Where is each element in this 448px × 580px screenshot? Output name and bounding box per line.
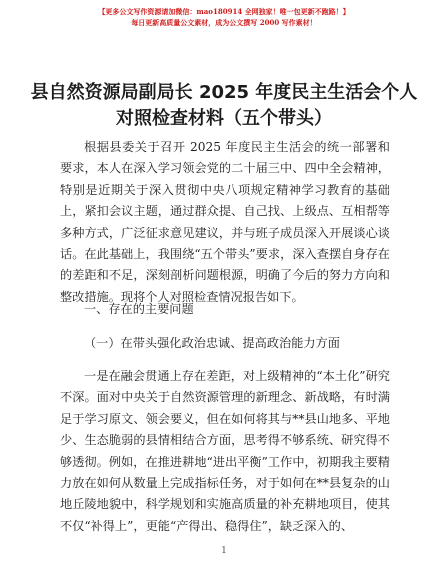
promo-banner-line1: 【更多公文写作资源请加微信：mao180914 全网独家！唯一包更新不跑路！】: [98, 7, 350, 16]
body-paragraph-text: 一是在融会贯通上存在差距，对上级精神的“本土化”研究不深。面对中央关于自然资源管理的新理念、新战略，有时满足于学习原文、领会要义，但在如何将其与**县山地多、平地少、生态脆弱的县情相结合方面，思考得不够系统、研究得不够透彻。例如，在推进耕地“进出平衡”工作中，初期我主要精力放在如何从数量上完成指标任务，对于如何在**县复杂的山地丘陵地貌中，科学规划和实施高质量的补充耕地项目，使其不仅“补得上”，更能“产得出、稳得住”，缺乏深入的、: [60, 369, 390, 533]
document-title-line1: 县自然资源局副局长 2025 年度民主生活会个人: [30, 82, 418, 103]
intro-paragraph-text: 根据县委关于召开 2025 年度民主生活会的统一部署和要求，本人在深入学习领会党的二十届三中、四中全会精神，特别是近期关于深入贯彻中央八项规定精神学习教育的基础上，紧扣会议主题，通过群众提、自己找、上级点、互相帮等多种方式，广泛征求意见建议，并与班子成员深入开展谈心谈话。在此基础上，我围绕“五个带头”要求，深入查摆自身存在的差距和不足，深刻剖析问题根源，明确了今后的努力方向和整改措施。现将个人对照检查情况报告如下。: [60, 140, 390, 304]
section-heading: 一、存在的主要问题: [84, 302, 194, 316]
subsection-heading: （一）在带头强化政治忠诚、提高政治能力方面: [84, 336, 340, 350]
page-number: 1: [221, 546, 227, 556]
promo-banner-line2: 每日更新高质量公文素材，成为公文撰写 2000 写作素材！: [131, 18, 317, 27]
document-title-line2: 对照检查材料（五个带头）: [116, 108, 332, 129]
intro-paragraph: [60, 137, 390, 308]
body-paragraph: [60, 366, 390, 537]
